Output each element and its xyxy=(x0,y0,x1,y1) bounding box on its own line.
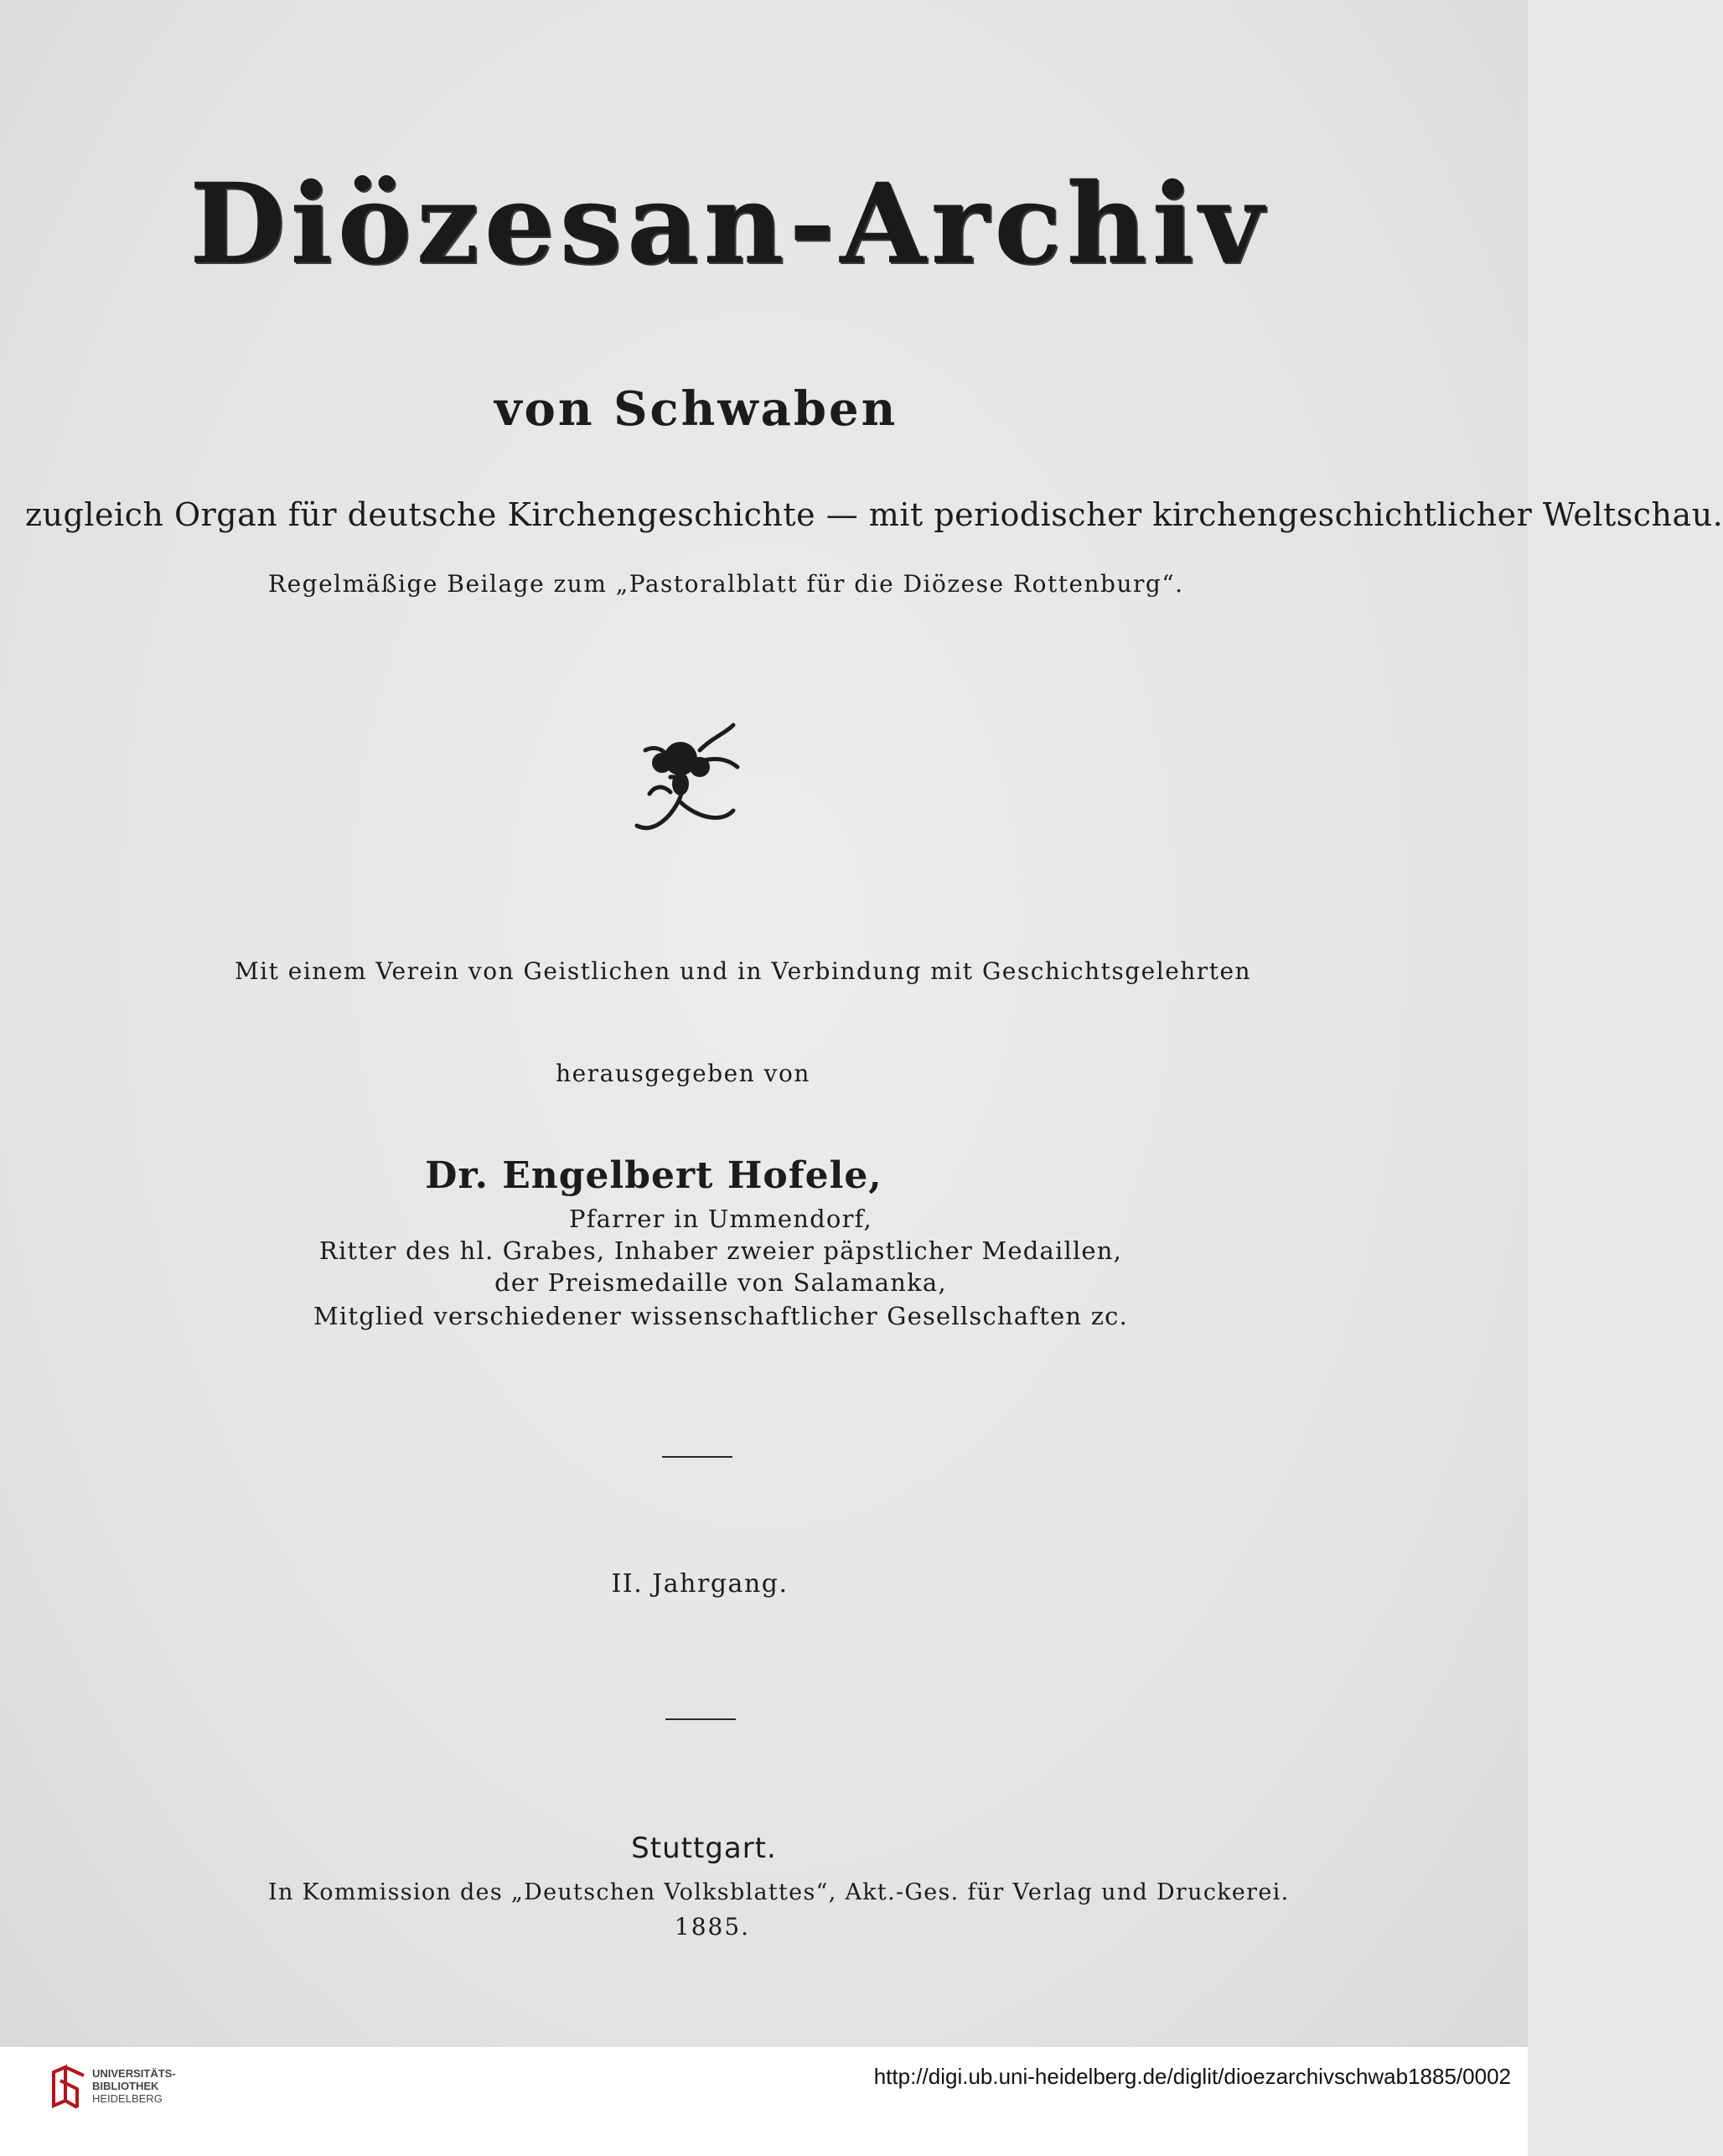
divider xyxy=(665,1718,736,1720)
source-url[interactable]: http://digi.ub.uni-heidelberg.de/diglit/dioezarchivschwab1885/0002 xyxy=(873,2064,1511,2089)
institution-line: BIBLIOTHEK xyxy=(92,2080,159,2092)
editor-credit: Ritter des hl. Grabes, Inhaber zweier päpstlicher Medaillen, xyxy=(318,1236,1123,1265)
library-logo-icon xyxy=(50,2064,87,2109)
volume-label: II. Jahrgang. xyxy=(611,1569,789,1599)
verein-line: Mit einem Verein von Geistlichen und in Verbindung mit Geschichtsgelehrten xyxy=(235,957,1252,985)
editor-credit: Mitglied verschiedener wissenschaftlicher Gesellschaften zc. xyxy=(313,1302,1129,1330)
editor-intro: herausgegeben von xyxy=(556,1060,810,1087)
imprint-city: Stuttgart. xyxy=(631,1832,777,1865)
editor-credit: der Preismedaille von Salamanka, xyxy=(494,1268,947,1297)
institution-line: UNIVERSITÄTS- xyxy=(92,2067,176,2080)
divider xyxy=(662,1456,732,1458)
institution-name xyxy=(92,2067,176,2105)
imprint-year: 1885. xyxy=(674,1913,751,1941)
floral-ornament-icon xyxy=(620,717,746,842)
editor-name: Dr. Engelbert Hofele, xyxy=(425,1154,882,1197)
institution-line: HEIDELBERG xyxy=(92,2092,163,2105)
page-subtitle: von Schwaben xyxy=(494,381,898,437)
imprint-commission: In Kommission des „Deutschen Volksblattes“, Akt.-Ges. für Verlag und Druckerei. xyxy=(268,1879,1290,1905)
footer-bar xyxy=(0,2047,1528,2156)
organ-line: zugleich Organ für deutsche Kirchengeschichte — mit periodischer kirchengeschichtlicher Weltschau. xyxy=(25,496,1723,533)
page-title: Diözesan-Archiv xyxy=(189,159,1269,289)
supplement-line: Regelmäßige Beilage zum „Pastoralblatt für die Diözese Rottenburg“. xyxy=(268,570,1184,598)
editor-credit: Pfarrer in Ummendorf, xyxy=(569,1205,872,1233)
